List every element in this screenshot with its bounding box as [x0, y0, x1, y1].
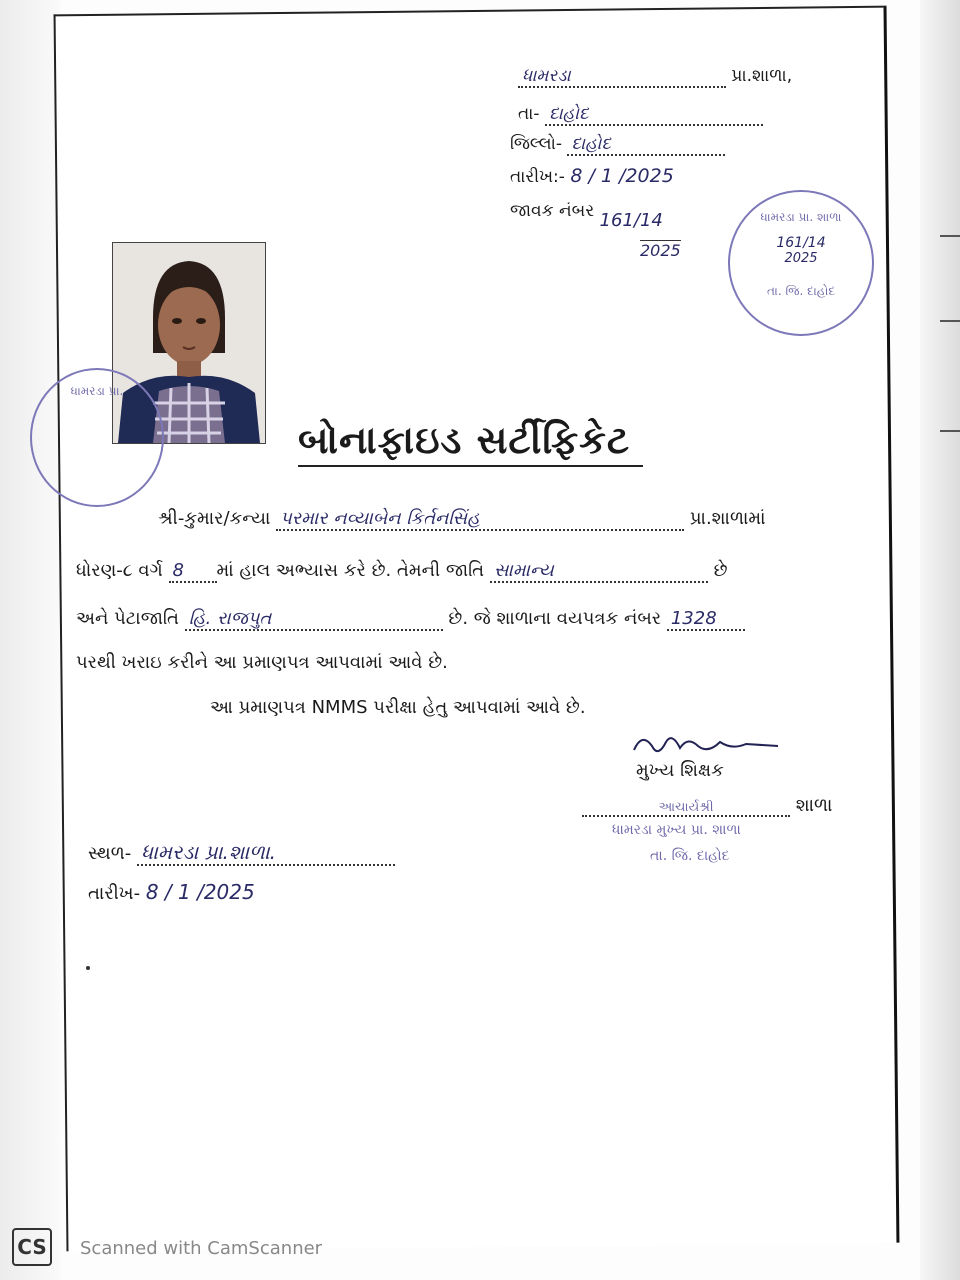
place-line	[88, 840, 395, 866]
village-suffix: પ્રા.શાળા,	[731, 66, 793, 86]
header-village-line	[518, 66, 792, 88]
signature-school-suffix: શાળા	[795, 795, 833, 816]
school-stamp-top	[728, 190, 874, 336]
camscanner-logo: CS	[12, 1228, 52, 1266]
edge-mark	[940, 320, 960, 322]
caste-value: સામાન્ય	[490, 560, 708, 583]
outward-label: જાવક નંબર	[510, 201, 595, 221]
signature-stamp-line1: આચાર્યશ્રી	[582, 800, 790, 817]
page-edge-left	[0, 0, 60, 1280]
header-district-line	[510, 134, 725, 156]
district-value: દાહોદ	[567, 134, 725, 156]
certificate-title: બોનાફાઇડ સર્ટીફિકેટ	[298, 418, 631, 462]
edge-mark	[940, 430, 960, 432]
district-label: જિલ્લો-	[510, 134, 563, 154]
body-line-4: પરથી ખરાઇ કરીને આ પ્રમાણપત્ર આપવામાં આવે છે.	[76, 652, 448, 673]
place-value: ધામરડા પ્રા.શાળા.	[137, 840, 395, 866]
stamp-top-text: ધામરડા પ્રા. શાળા	[760, 210, 842, 224]
line2-prefix: ધોરણ-૮ વર્ગ	[76, 560, 163, 581]
body-line-1	[158, 508, 766, 531]
place-label: સ્થળ-	[88, 843, 132, 864]
title-underline	[298, 465, 643, 467]
body-line-5: આ પ્રમાણપત્ર NMMS પરીક્ષા હેતુ આપવામાં આવે છે.	[210, 697, 586, 718]
line2-mid: માં હાલ અભ્યાસ કરે છે. તેમની જાતિ	[216, 560, 485, 581]
line1-prefix: શ્રી-કુમાર/કન્યા	[158, 508, 271, 529]
stamp-top-number: 161/14	[776, 235, 826, 251]
school-stamp-left	[30, 368, 164, 507]
outward-value: 161/14	[599, 210, 663, 231]
line3-mid: છે. જે શાળાના વયપત્રક નંબર	[448, 608, 662, 629]
body-line-3	[76, 608, 745, 631]
page-edge-right	[920, 0, 960, 1280]
taluka-label: તા-	[518, 104, 540, 124]
stamp-left-text: ધામરડા પ્રા.	[70, 384, 124, 398]
student-name: પરમાર નવ્યાબેન કિર્તનસિંહ	[276, 508, 684, 531]
camscanner-text: Scanned with CamScanner	[80, 1238, 323, 1259]
header-outward-line	[510, 200, 663, 231]
signature-school-line	[582, 795, 832, 817]
ink-dot	[86, 966, 90, 970]
footer-date-label: તારીખ-	[88, 883, 141, 904]
class-value: 8	[169, 560, 217, 583]
edge-mark	[940, 235, 960, 237]
taluka-value: દાહોદ	[545, 104, 763, 126]
header-date-value: 8 / 1 /2025	[570, 165, 674, 187]
header-date-label: તારીખ:-	[510, 167, 565, 187]
signature-role: મુખ્ય શિક્ષક	[636, 760, 724, 781]
outward-year: 2025	[640, 241, 681, 260]
footer-date-line	[88, 880, 255, 904]
subcaste-value: હિ. રાજપુત	[185, 608, 443, 631]
line2-suffix: છે	[713, 560, 728, 581]
header-taluka-line	[518, 104, 763, 126]
village-value: ધામરડા	[518, 66, 726, 88]
header-date-line	[510, 165, 674, 187]
signature-stamp-line3: તા. જિ. દાહોદ	[650, 848, 730, 864]
register-value: 1328	[667, 608, 745, 631]
signature-stamp-line2: ધામરડા મુખ્ય પ્રા. શાળા	[612, 822, 741, 838]
stamp-top-year: 2025	[784, 251, 818, 266]
footer-date-value: 8 / 1 /2025	[145, 880, 255, 904]
principal-signature	[628, 728, 788, 762]
stamp-top-bottom-text: તા. જિ. દાહોદ	[766, 284, 836, 298]
line1-suffix: પ્રા.શાળામાં	[689, 508, 766, 529]
body-line-2	[76, 560, 728, 583]
line3-prefix: અને પેટાજાતિ	[76, 608, 179, 629]
